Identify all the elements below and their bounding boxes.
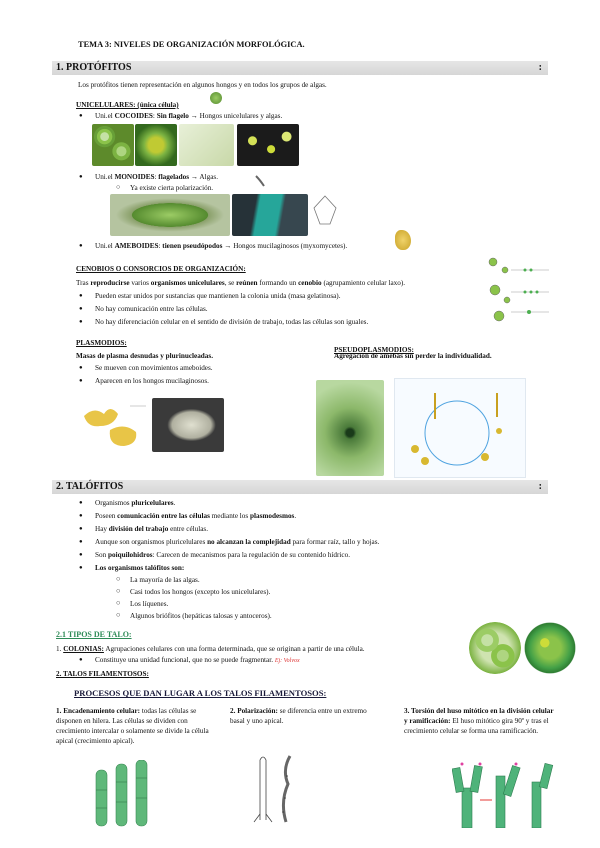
cocoides-photo-1 xyxy=(92,124,134,166)
pseudoplasmodios-heading: PSEUDOPLASMODIOS: xyxy=(334,346,414,354)
proceso-2-text: 2. Polarización: se diferencia entre un extremo basal y uno apical. xyxy=(230,707,367,725)
bullet-icon: ● xyxy=(79,319,83,325)
cocoides-photo-2 xyxy=(135,124,177,166)
monoides-photo-2 xyxy=(232,194,308,236)
bullet-icon: ● xyxy=(79,539,83,545)
bullet-icon: ● xyxy=(79,378,83,384)
proceso-3-text: 3. Torsión del huso mitótico en la división celular y ramificación: El huso mitótico gira 90º y tras el crecimiento celular se forma una ramificación. xyxy=(404,707,554,735)
talofitos-sub-4: Algunos briófitos (hepáticas talosas y antoceros). xyxy=(130,612,272,620)
pseudoplasmodio-photo xyxy=(316,380,384,476)
page-title: TEMA 3: NIVELES DE ORGANIZACIÓN MORFOLÓGICA. xyxy=(78,40,305,49)
polarizacion-diagram xyxy=(246,752,304,824)
ameboides-item: Uni.el AMEBOIDES: tienen pseudópodos → Hongos mucilaginosos (myxomycetes). xyxy=(95,242,348,250)
cocoides-item: Uni.el COCOIDES: Sin flagelo → Hongos unicelulares y algas. xyxy=(95,112,283,120)
cocoides-photo-4 xyxy=(237,124,299,166)
flagellate-icon xyxy=(254,174,268,188)
talofitos-item-1: Organismos pluricelulares. xyxy=(95,499,176,507)
bullet-icon: ● xyxy=(79,657,83,663)
bullet-icon: ● xyxy=(79,565,83,571)
plasmodios-item-1: Se mueven con movimientos ameboides. xyxy=(95,364,213,372)
cenobios-item-3: No hay diferenciación celular en el sentido de división de trabajo, todas las células son iguales. xyxy=(95,318,369,326)
talofitos-item-2: Poseen comunicación entre las células mediante los plasmodesmos. xyxy=(95,512,297,520)
talofitos-item-6: Los organismos talófitos son: xyxy=(95,564,185,572)
encadenamiento-diagram xyxy=(92,760,154,828)
bullet-icon: ● xyxy=(79,113,83,119)
bullet-icon: ● xyxy=(79,500,83,506)
pseudoplasmodios-sub: Agregación de amebas sin perder la individualidad. xyxy=(334,352,492,360)
plasmodio-diagram xyxy=(80,400,152,450)
cocoides-photo-3 xyxy=(179,124,234,166)
amoeba-icon xyxy=(395,230,411,250)
procesos-heading: PROCESOS QUE DAN LUGAR A LOS TALOS FILAMENTOSOS: xyxy=(74,688,327,698)
bullet-icon: ● xyxy=(79,306,83,312)
section-1-title: 1. PROTÓFITOS xyxy=(56,62,132,73)
bullet-icon: ● xyxy=(79,552,83,558)
filamentosos-heading: 2. TALOS FILAMENTOSOS: xyxy=(56,670,149,678)
bullet-icon: ● xyxy=(79,243,83,249)
cenobio-diagram xyxy=(485,252,551,328)
cenobios-line: Tras reproducirse varios organismos unicelulares, se reúnen formando un cenobio (agrupamiento celular laxo). xyxy=(76,279,406,287)
cenobios-item-1: Pueden estar unidos por sustancias que mantienen la colonia unida (masa gelatinosa). xyxy=(95,292,341,300)
tipos-talo-heading: 2.1 TIPOS DE TALO: xyxy=(56,630,132,639)
section-2-colon: : xyxy=(538,481,542,492)
talofitos-sub-2: Casi todos los hongos (excepto los unicelulares). xyxy=(130,588,271,596)
monoides-sub: Ya existe cierta polarización. xyxy=(130,184,214,192)
cenobios-item-2: No hay comunicación entre las células. xyxy=(95,305,208,313)
circle-bullet-icon: ○ xyxy=(116,183,121,191)
talofitos-sub-3: Los líquenes. xyxy=(130,600,169,608)
colonias-item: Constituye una unidad funcional, que no se puede fragmentar. Ej: Volvox xyxy=(95,656,300,664)
pseudoplasmodio-cycle-diagram xyxy=(394,378,526,478)
monoides-photo-1 xyxy=(110,194,230,236)
colonias-line: 1. COLONIAS: Agrupaciones celulares con una forma determinada, que se originan a partir de una célula. xyxy=(56,645,365,653)
ramificacion-diagram xyxy=(452,760,556,828)
plasmodio-photo xyxy=(152,398,224,452)
circle-bullet-icon: ○ xyxy=(116,599,121,607)
talofitos-item-5: Son poiquilohidros: Carecen de mecanismos para la regulación de su contenido hídrico. xyxy=(95,551,350,559)
cell-icon xyxy=(210,92,222,104)
section-1-colon: : xyxy=(538,62,542,73)
volvox-photo-2 xyxy=(524,622,576,674)
talofitos-item-4: Aunque son organismos pluricelulares no alcanzan la complejidad para formar raíz, tallo y hojas. xyxy=(95,538,380,546)
intro-text: Los protófitos tienen representación en algunos hongos y en todos los grupos de algas. xyxy=(78,81,327,89)
plasmodios-sub: Masas de plasma desnudas y plurinucleadas. xyxy=(76,352,213,360)
talofitos-sub-1: La mayoría de las algas. xyxy=(130,576,200,584)
section-1-header xyxy=(52,61,548,75)
bullet-icon: ● xyxy=(79,365,83,371)
bullet-icon: ● xyxy=(79,513,83,519)
proceso-1-text: 1. Encadenamiento celular: todas las células se disponen en hilera. Las células se dividen con crecimiento intercalar o solamente se divide la célula apical (crecimiento apical). xyxy=(56,707,209,745)
bullet-icon: ● xyxy=(79,526,83,532)
circle-bullet-icon: ○ xyxy=(116,587,121,595)
cenobios-heading: CENOBIOS O CONSORCIOS DE ORGANIZACIÓN: xyxy=(76,265,246,273)
monoides-item: Uni.el MONOIDES: flagelados → Algas. xyxy=(95,173,218,181)
circle-bullet-icon: ○ xyxy=(116,611,121,619)
unicelulares-heading: UNICELULARES: (única célula) xyxy=(76,101,179,109)
volvox-photo-1 xyxy=(469,622,521,674)
circle-bullet-icon: ○ xyxy=(116,575,121,583)
talofitos-item-3: Hay división del trabajo entre células. xyxy=(95,525,209,533)
plasmodios-heading: PLASMODIOS: xyxy=(76,339,127,347)
plasmodios-item-2: Aparecen en los hongos mucilaginosos. xyxy=(95,377,209,385)
section-2-title: 2. TALÓFITOS xyxy=(56,481,124,492)
monoides-drawing xyxy=(312,194,338,228)
bullet-icon: ● xyxy=(79,174,83,180)
bullet-icon: ● xyxy=(79,293,83,299)
section-2-header xyxy=(52,480,548,494)
